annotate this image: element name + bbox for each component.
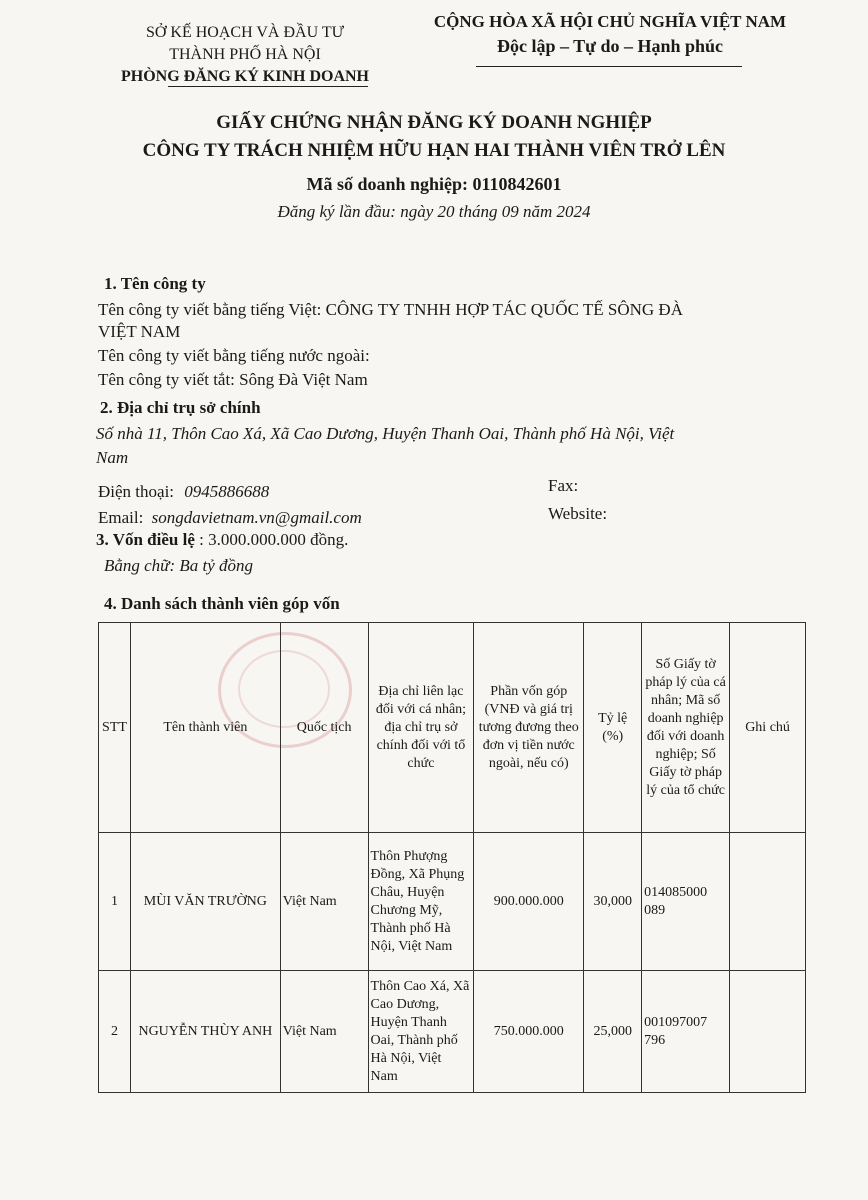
national-name: CỘNG HÒA XÃ HỘI CHỦ NGHĨA VIỆT NAM	[433, 12, 787, 31]
table-header-row	[99, 623, 806, 833]
cell-stt: 1	[99, 833, 131, 971]
authority-line-2: THÀNH PHỐ HÀ NỘI	[169, 46, 321, 63]
cell-legal-doc: 014085000 089	[642, 833, 730, 971]
cell-name: MÙI VĂN TRƯỜNG	[130, 833, 280, 971]
company-name-vn-line1: Tên công ty viết bằng tiếng Việt: CÔNG TY TNHH HỢP TÁC QUỐC TẾ SÔNG ĐÀ	[98, 300, 683, 319]
authority-line-3: PHÒNG ĐĂNG KÝ KINH DOANH	[121, 68, 369, 85]
enterprise-code: Mã số doanh nghiệp: 0110842601	[306, 174, 562, 194]
col-ratio: Tỷ lệ (%)	[584, 623, 642, 833]
email-value: songdavietnam.vn@gmail.com	[151, 508, 362, 527]
authority-line-1: SỞ KẾ HOẠCH VÀ ĐẦU TƯ	[145, 24, 345, 41]
cell-stt: 2	[99, 971, 131, 1093]
company-name-short: Tên công ty viết tắt: Sông Đà Việt Nam	[98, 370, 368, 389]
col-note: Ghi chú	[730, 623, 806, 833]
motto-underline	[476, 66, 742, 67]
certificate-title: GIẤY CHỨNG NHẬN ĐĂNG KÝ DOANH NGHIỆP	[216, 112, 652, 133]
phone-row	[98, 482, 269, 502]
col-capital: Phần vốn góp (VNĐ và giá trị tương đương theo đơn vị tiền nước ngoài, nếu có)	[474, 623, 584, 833]
cell-ratio: 30,000	[584, 833, 642, 971]
table-row	[99, 971, 806, 1093]
col-address: Địa chỉ liên lạc đối với cá nhân; địa chỉ trụ sở chính đối với tổ chức	[368, 623, 474, 833]
section-2-heading: 2. Địa chỉ trụ sở chính	[100, 398, 261, 417]
company-type-title: CÔNG TY TRÁCH NHIỆM HỮU HẠN HAI THÀNH VIÊN TRỞ LÊN	[142, 140, 726, 161]
cell-legal-doc: 001097007 796	[642, 971, 730, 1093]
first-registration-date: Đăng ký lần đầu: ngày 20 tháng 09 năm 2024	[277, 202, 591, 221]
charter-capital-row	[96, 530, 348, 550]
col-stt: STT	[99, 623, 131, 833]
email-row	[98, 508, 362, 528]
section-1-heading: 1. Tên công ty	[104, 274, 206, 293]
charter-capital-words: Bằng chữ: Ba tỷ đồng	[104, 556, 254, 575]
national-title	[420, 10, 800, 58]
cell-nationality: Việt Nam	[280, 833, 368, 971]
table-row	[99, 833, 806, 971]
phone-value: 0945886688	[184, 482, 270, 501]
phone-label: Điện thoại:	[98, 482, 175, 501]
address-line2: Nam	[96, 448, 129, 467]
cell-address: Thôn Phượng Đồng, Xã Phụng Châu, Huyện Chương Mỹ, Thành phố Hà Nội, Việt Nam	[368, 833, 474, 971]
cell-note	[730, 971, 806, 1093]
cell-note	[730, 833, 806, 971]
cell-nationality: Việt Nam	[280, 971, 368, 1093]
charter-capital-amount: : 3.000.000.000 đồng.	[194, 530, 349, 549]
email-label: Email:	[98, 508, 144, 527]
col-legal-doc: Số Giấy tờ pháp lý của cá nhân; Mã số doanh nghiệp đối với doanh nghiệp; Số Giấy tờ pháp lý của tổ chức	[642, 623, 730, 833]
members-table	[98, 622, 806, 1093]
address-line1: Số nhà 11, Thôn Cao Xá, Xã Cao Dương, Huyện Thanh Oai, Thành phố Hà Nội, Việt	[96, 424, 675, 443]
col-name: Tên thành viên	[130, 623, 280, 833]
website-label: Website:	[548, 504, 608, 523]
authority-underline	[168, 86, 368, 87]
cell-address: Thôn Cao Xá, Xã Cao Dương, Huyện Thanh Oai, Thành phố Hà Nội, Việt Nam	[368, 971, 474, 1093]
company-name-foreign: Tên công ty viết bằng tiếng nước ngoài:	[98, 346, 370, 365]
cell-name: NGUYỄN THÙY ANH	[130, 971, 280, 1093]
national-motto: Độc lập – Tự do – Hạnh phúc	[496, 36, 724, 56]
cell-ratio: 25,000	[584, 971, 642, 1093]
fax-label: Fax:	[548, 476, 579, 495]
section-3-heading: 3. Vốn điều lệ	[96, 530, 195, 549]
cell-capital: 750.000.000	[474, 971, 584, 1093]
company-name-vn-line2: VIỆT NAM	[98, 322, 181, 341]
issuing-authority	[100, 22, 390, 88]
col-nationality: Quốc tịch	[280, 623, 368, 833]
cell-capital: 900.000.000	[474, 833, 584, 971]
section-4-heading: 4. Danh sách thành viên góp vốn	[104, 594, 340, 613]
